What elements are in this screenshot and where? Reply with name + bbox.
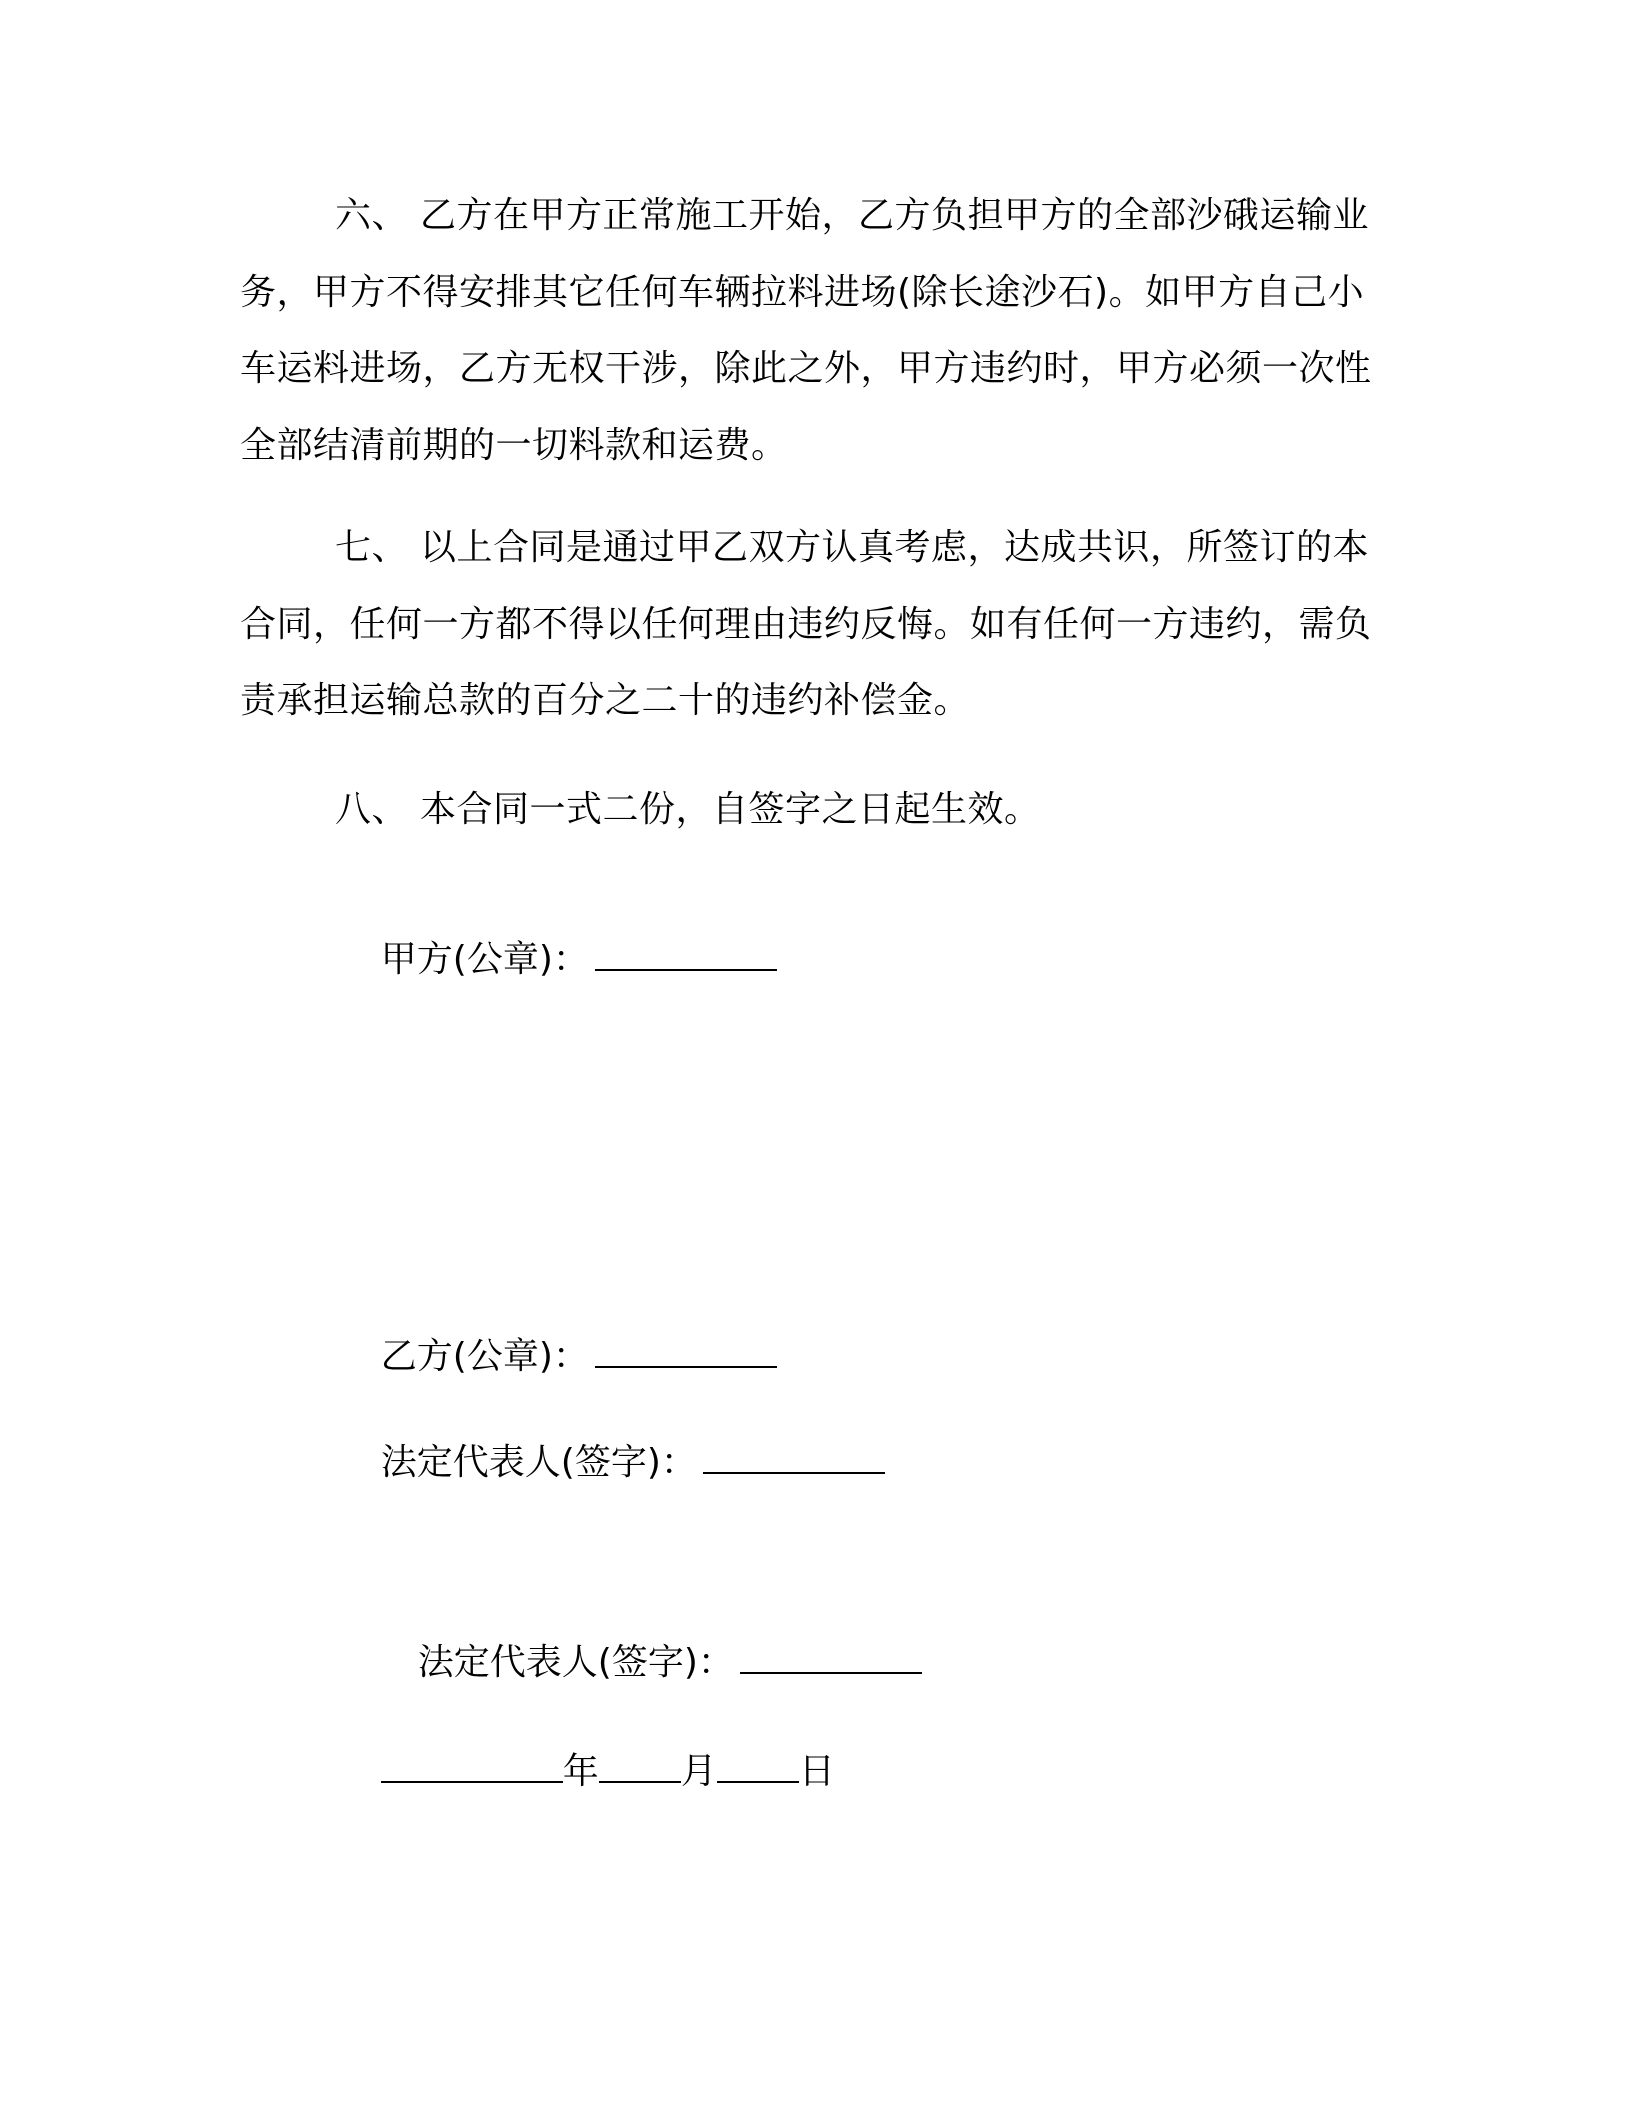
party-a-seal-blank[interactable] (595, 939, 777, 971)
legal-rep-label-2: 法定代表人(签字)： (417, 1642, 734, 1683)
clause-6: 六、 乙方在甲方正常施工开始，乙方负担甲方的全部沙硪运输业务，甲方不得安排其它任何车辆拉料进场(除长途沙石)。如甲方自己小车运料进场，乙方无权干涉，除此之外，甲方违约时，甲方必须一次性全部结清前期的一切料款和运费。 (240, 195, 1372, 466)
legal-rep-line-1 (335, 1388, 885, 1538)
clause-8: 八、 本合同一式二份，自签字之日起生效。 (335, 789, 1041, 830)
clause-7: 七、 以上合同是通过甲乙双方认真考虑，达成共识，所签订的本合同，任何一方都不得以任何理由违约反悔。如有任何一方违约，需负责承担运输总款的百分之二十的违约补偿金。 (240, 527, 1372, 721)
party-b-seal-label: 乙方(公章)： (380, 1336, 589, 1377)
date-line (335, 1697, 835, 1847)
date-day-blank[interactable] (717, 1751, 799, 1783)
date-month-label: 月 (680, 1751, 717, 1792)
date-year-label: 年 (562, 1751, 599, 1792)
date-year-blank[interactable] (381, 1751, 563, 1783)
legal-rep-label-1: 法定代表人(签字)： (380, 1442, 697, 1483)
legal-rep-blank-1[interactable] (703, 1442, 885, 1474)
party-a-seal-line (335, 885, 777, 1035)
party-a-seal-label: 甲方(公章)： (380, 939, 589, 980)
date-month-blank[interactable] (599, 1751, 681, 1783)
legal-rep-blank-2[interactable] (740, 1642, 922, 1674)
party-b-seal-blank[interactable] (595, 1336, 777, 1368)
date-day-label: 日 (798, 1751, 835, 1792)
